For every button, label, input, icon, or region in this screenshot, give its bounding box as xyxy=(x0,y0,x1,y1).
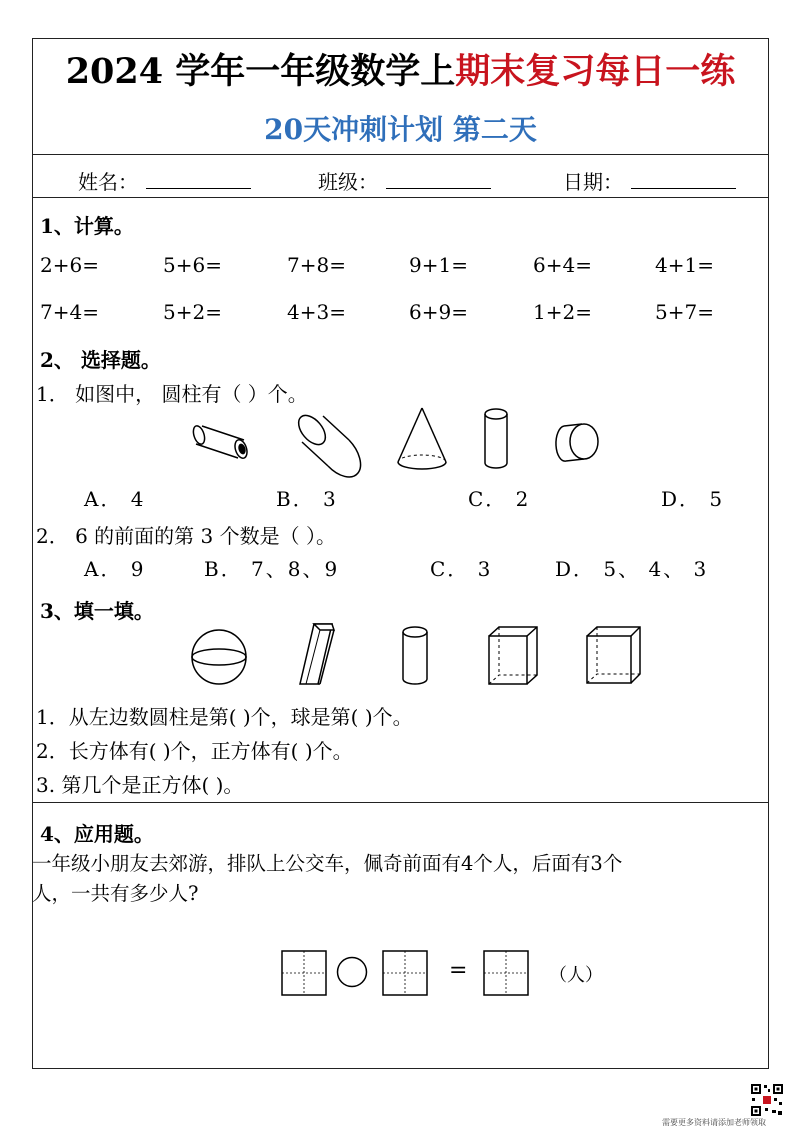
cone-icon xyxy=(395,406,451,472)
calc-item: 9+1= xyxy=(409,253,468,277)
cylinder-icon xyxy=(400,624,434,688)
operator-circle[interactable] xyxy=(336,956,370,990)
calc-item: 7+4= xyxy=(40,300,99,324)
page-title: 2024 学年一年级数学上期末复习每日一练 xyxy=(65,51,736,92)
cube-icon xyxy=(584,624,644,688)
answer-box-1[interactable] xyxy=(281,950,327,996)
calc-item: 6+9= xyxy=(409,300,468,324)
calc-item: 1+2= xyxy=(533,300,592,324)
option-b[interactable]: B． 3 xyxy=(276,487,338,511)
sphere-icon xyxy=(190,628,250,688)
question-2-2: 2． 6 的前面的第 3 个数是（ ）。 xyxy=(36,524,336,548)
calc-item: 2+6= xyxy=(40,253,99,277)
cuboid-icon xyxy=(486,624,542,688)
option-a[interactable]: A． 4 xyxy=(84,487,146,511)
option-d[interactable]: D． 5 xyxy=(661,487,725,511)
divider-header xyxy=(32,154,769,155)
calc-item: 4+1= xyxy=(655,253,714,277)
cylinder-lying-icon xyxy=(190,420,260,470)
section1-heading: 1、计算。 xyxy=(40,214,134,238)
option-b[interactable]: B． 7、8、9 xyxy=(204,557,340,581)
divider-section4 xyxy=(32,802,769,803)
name-field[interactable]: 姓名： xyxy=(78,166,251,195)
question-3-1: 1．从左边数圆柱是第( )个，球是第( )个。 xyxy=(36,705,413,729)
option-c[interactable]: C． 2 xyxy=(468,487,531,511)
option-c[interactable]: C． 3 xyxy=(430,557,493,581)
problem-text-line2: 人，一共有多少人? xyxy=(32,882,199,905)
calc-item: 7+8= xyxy=(287,253,346,277)
cuboid-slanted-icon xyxy=(296,620,338,686)
qr-code-icon xyxy=(750,1083,784,1117)
section2-heading: 2、 选择题。 xyxy=(40,348,161,372)
cylinder-upright-icon xyxy=(482,406,512,472)
date-field[interactable]: 日期： xyxy=(563,166,736,195)
cylinder-short-icon xyxy=(552,420,604,466)
section3-heading: 3、填一填。 xyxy=(40,599,154,623)
problem-text-line1: 一年级小朋友去郊游，排队上公交车，佩奇前面有4个人，后面有3个 xyxy=(32,852,623,875)
calc-item: 6+4= xyxy=(533,253,592,277)
unit-label: （人） xyxy=(549,965,603,986)
section4-heading: 4、应用题。 xyxy=(40,822,154,846)
question-3-2: 2．长方体有( )个，正方体有( )个。 xyxy=(36,739,353,763)
equals-sign: = xyxy=(449,958,468,983)
answer-box-3[interactable] xyxy=(483,950,529,996)
answer-box-2[interactable] xyxy=(382,950,428,996)
option-d[interactable]: D． 5、 4、 3 xyxy=(555,557,709,581)
calc-item: 5+2= xyxy=(163,300,222,324)
page-subtitle: 20天冲刺计划 第二天 xyxy=(264,113,537,146)
cylinder-tilted-icon xyxy=(294,410,356,470)
calc-item: 4+3= xyxy=(287,300,346,324)
footer-note: 需要更多资料请添加老师领取 xyxy=(662,1118,766,1127)
option-a[interactable]: A． 9 xyxy=(84,557,146,581)
question-3-3: 3. 第几个是正方体( )。 xyxy=(36,773,244,797)
calc-item: 5+6= xyxy=(163,253,222,277)
calc-item: 5+7= xyxy=(655,300,714,324)
class-field[interactable]: 班级： xyxy=(318,166,491,195)
divider-info xyxy=(32,197,769,198)
question-2-1: 1． 如图中， 圆柱有（ ）个。 xyxy=(36,382,308,406)
